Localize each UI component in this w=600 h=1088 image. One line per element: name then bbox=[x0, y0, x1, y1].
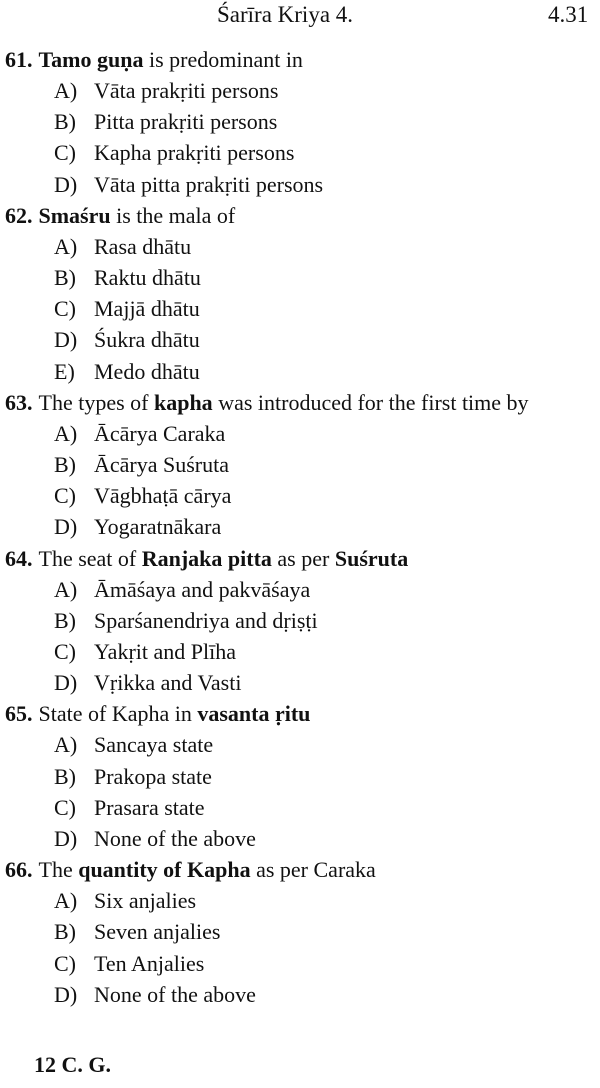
answer-option bbox=[0, 511, 600, 542]
footer-signature: 12 C. G. bbox=[34, 1052, 111, 1077]
answer-option bbox=[0, 169, 600, 200]
answer-option bbox=[0, 356, 600, 387]
question-text-segment: as per Caraka bbox=[250, 857, 376, 883]
answer-option bbox=[0, 449, 600, 480]
question-text-segment: Smaśru bbox=[38, 202, 111, 228]
option-letter: A) bbox=[54, 888, 78, 914]
option-text: Sancaya state bbox=[94, 732, 214, 758]
question-text-segment: kapha bbox=[153, 389, 213, 415]
page-header bbox=[0, 2, 600, 34]
option-letter: B) bbox=[54, 452, 76, 478]
question-stem bbox=[0, 44, 600, 75]
option-text: Raktu dhātu bbox=[94, 265, 201, 291]
question-item bbox=[0, 387, 600, 543]
option-text: Yakṛit and Plīha bbox=[94, 639, 236, 665]
question-text-segment: The seat of bbox=[38, 545, 142, 571]
option-letter: C) bbox=[54, 140, 76, 166]
answer-option bbox=[0, 605, 600, 636]
option-letter: D) bbox=[54, 981, 78, 1007]
question-text-segment: Ranjaka pitta bbox=[141, 545, 272, 571]
question-stem bbox=[0, 698, 600, 729]
option-letter: A) bbox=[54, 576, 78, 602]
option-letter: D) bbox=[54, 171, 78, 197]
question-item bbox=[0, 854, 600, 1010]
question-text-segment: Tamo guṇa bbox=[38, 47, 144, 72]
question-item bbox=[0, 44, 600, 200]
option-letter: C) bbox=[54, 296, 76, 322]
option-letter: B) bbox=[54, 919, 76, 945]
question-text-segment: Suśruta bbox=[334, 545, 409, 571]
option-letter: C) bbox=[54, 639, 76, 665]
answer-option bbox=[0, 823, 600, 854]
option-text: Sparśanendriya and dṛiṣṭi bbox=[94, 607, 318, 633]
answer-option bbox=[0, 106, 600, 137]
question-text-segment: The bbox=[38, 857, 79, 883]
question-text-segment: is predominant in bbox=[143, 47, 303, 72]
question-item bbox=[0, 543, 600, 699]
answer-option bbox=[0, 293, 600, 324]
question-number: 65. bbox=[5, 701, 33, 727]
answer-option bbox=[0, 574, 600, 605]
question-text-segment: The types of bbox=[38, 389, 154, 415]
answer-option bbox=[0, 137, 600, 168]
page-number: 4.31 bbox=[548, 2, 589, 27]
option-text: Vāta pitta prakṛiti persons bbox=[94, 171, 324, 197]
question-text-segment: vasanta ṛitu bbox=[197, 701, 311, 727]
question-stem bbox=[0, 854, 600, 885]
answer-option bbox=[0, 231, 600, 262]
question-item bbox=[0, 698, 600, 854]
question-number: 61. bbox=[5, 47, 33, 72]
answer-option bbox=[0, 916, 600, 947]
option-text: Majjā dhātu bbox=[94, 296, 200, 322]
option-text: Vāgbhaṭā cārya bbox=[94, 483, 232, 509]
option-text: Medo dhātu bbox=[94, 358, 200, 384]
answer-option bbox=[0, 262, 600, 293]
answer-option bbox=[0, 885, 600, 916]
question-number: 63. bbox=[5, 389, 33, 415]
option-text: Ācārya Suśruta bbox=[94, 452, 230, 478]
option-letter: C) bbox=[54, 483, 76, 509]
question-number: 64. bbox=[5, 545, 33, 571]
answer-option bbox=[0, 761, 600, 792]
option-letter: E) bbox=[54, 358, 75, 384]
option-text: Ācārya Caraka bbox=[94, 420, 226, 446]
option-letter: D) bbox=[54, 670, 78, 696]
question-text-segment: quantity of Kapha bbox=[78, 857, 251, 883]
option-text: Six anjalies bbox=[94, 888, 197, 914]
option-text: Seven anjalies bbox=[94, 919, 221, 945]
option-text: Pitta prakṛiti persons bbox=[94, 109, 278, 135]
answer-option bbox=[0, 75, 600, 106]
option-text: Ten Anjalies bbox=[94, 950, 205, 976]
option-letter: A) bbox=[54, 78, 78, 103]
question-text-segment: State of Kapha in bbox=[38, 701, 198, 727]
option-text: Prasara state bbox=[94, 794, 205, 820]
question-number: 62. bbox=[5, 202, 33, 228]
option-text: Yogaratnākara bbox=[94, 514, 222, 540]
option-letter: B) bbox=[54, 109, 76, 135]
answer-option bbox=[0, 324, 600, 355]
answer-option bbox=[0, 667, 600, 698]
answer-option bbox=[0, 979, 600, 1010]
option-text: None of the above bbox=[94, 826, 256, 852]
option-letter: B) bbox=[54, 607, 76, 633]
option-letter: D) bbox=[54, 327, 78, 353]
option-text: Kapha prakṛiti persons bbox=[94, 140, 295, 166]
option-letter: B) bbox=[54, 763, 76, 789]
option-text: Prakopa state bbox=[94, 763, 212, 789]
question-stem bbox=[0, 200, 600, 231]
option-letter: B) bbox=[54, 265, 76, 291]
question-text-segment: is the mala of bbox=[110, 202, 236, 228]
answer-option bbox=[0, 480, 600, 511]
option-letter: C) bbox=[54, 794, 76, 820]
option-letter: A) bbox=[54, 233, 78, 259]
question-stem bbox=[0, 543, 600, 574]
option-letter: A) bbox=[54, 420, 78, 446]
option-text: Rasa dhātu bbox=[94, 233, 192, 259]
option-letter: D) bbox=[54, 826, 78, 852]
question-stem bbox=[0, 387, 600, 418]
option-text: None of the above bbox=[94, 981, 256, 1007]
option-text: Vṛikka and Vasti bbox=[94, 670, 242, 696]
answer-option bbox=[0, 636, 600, 667]
option-text: Śukra dhātu bbox=[94, 327, 200, 353]
answer-option bbox=[0, 792, 600, 823]
answer-option bbox=[0, 948, 600, 979]
option-text: Vāta prakṛiti persons bbox=[94, 78, 279, 103]
option-letter: C) bbox=[54, 950, 76, 976]
answer-option bbox=[0, 729, 600, 760]
running-title: Śarīra Kriya 4. bbox=[217, 2, 354, 27]
option-text: Āmāśaya and pakvāśaya bbox=[94, 576, 311, 602]
answer-option bbox=[0, 418, 600, 449]
question-item bbox=[0, 200, 600, 387]
question-list bbox=[0, 44, 600, 1010]
question-number: 66. bbox=[5, 857, 33, 883]
question-text-segment: as per bbox=[271, 545, 335, 571]
question-text-segment: was introduced for the first time by bbox=[212, 389, 529, 415]
option-letter: A) bbox=[54, 732, 78, 758]
option-letter: D) bbox=[54, 514, 78, 540]
